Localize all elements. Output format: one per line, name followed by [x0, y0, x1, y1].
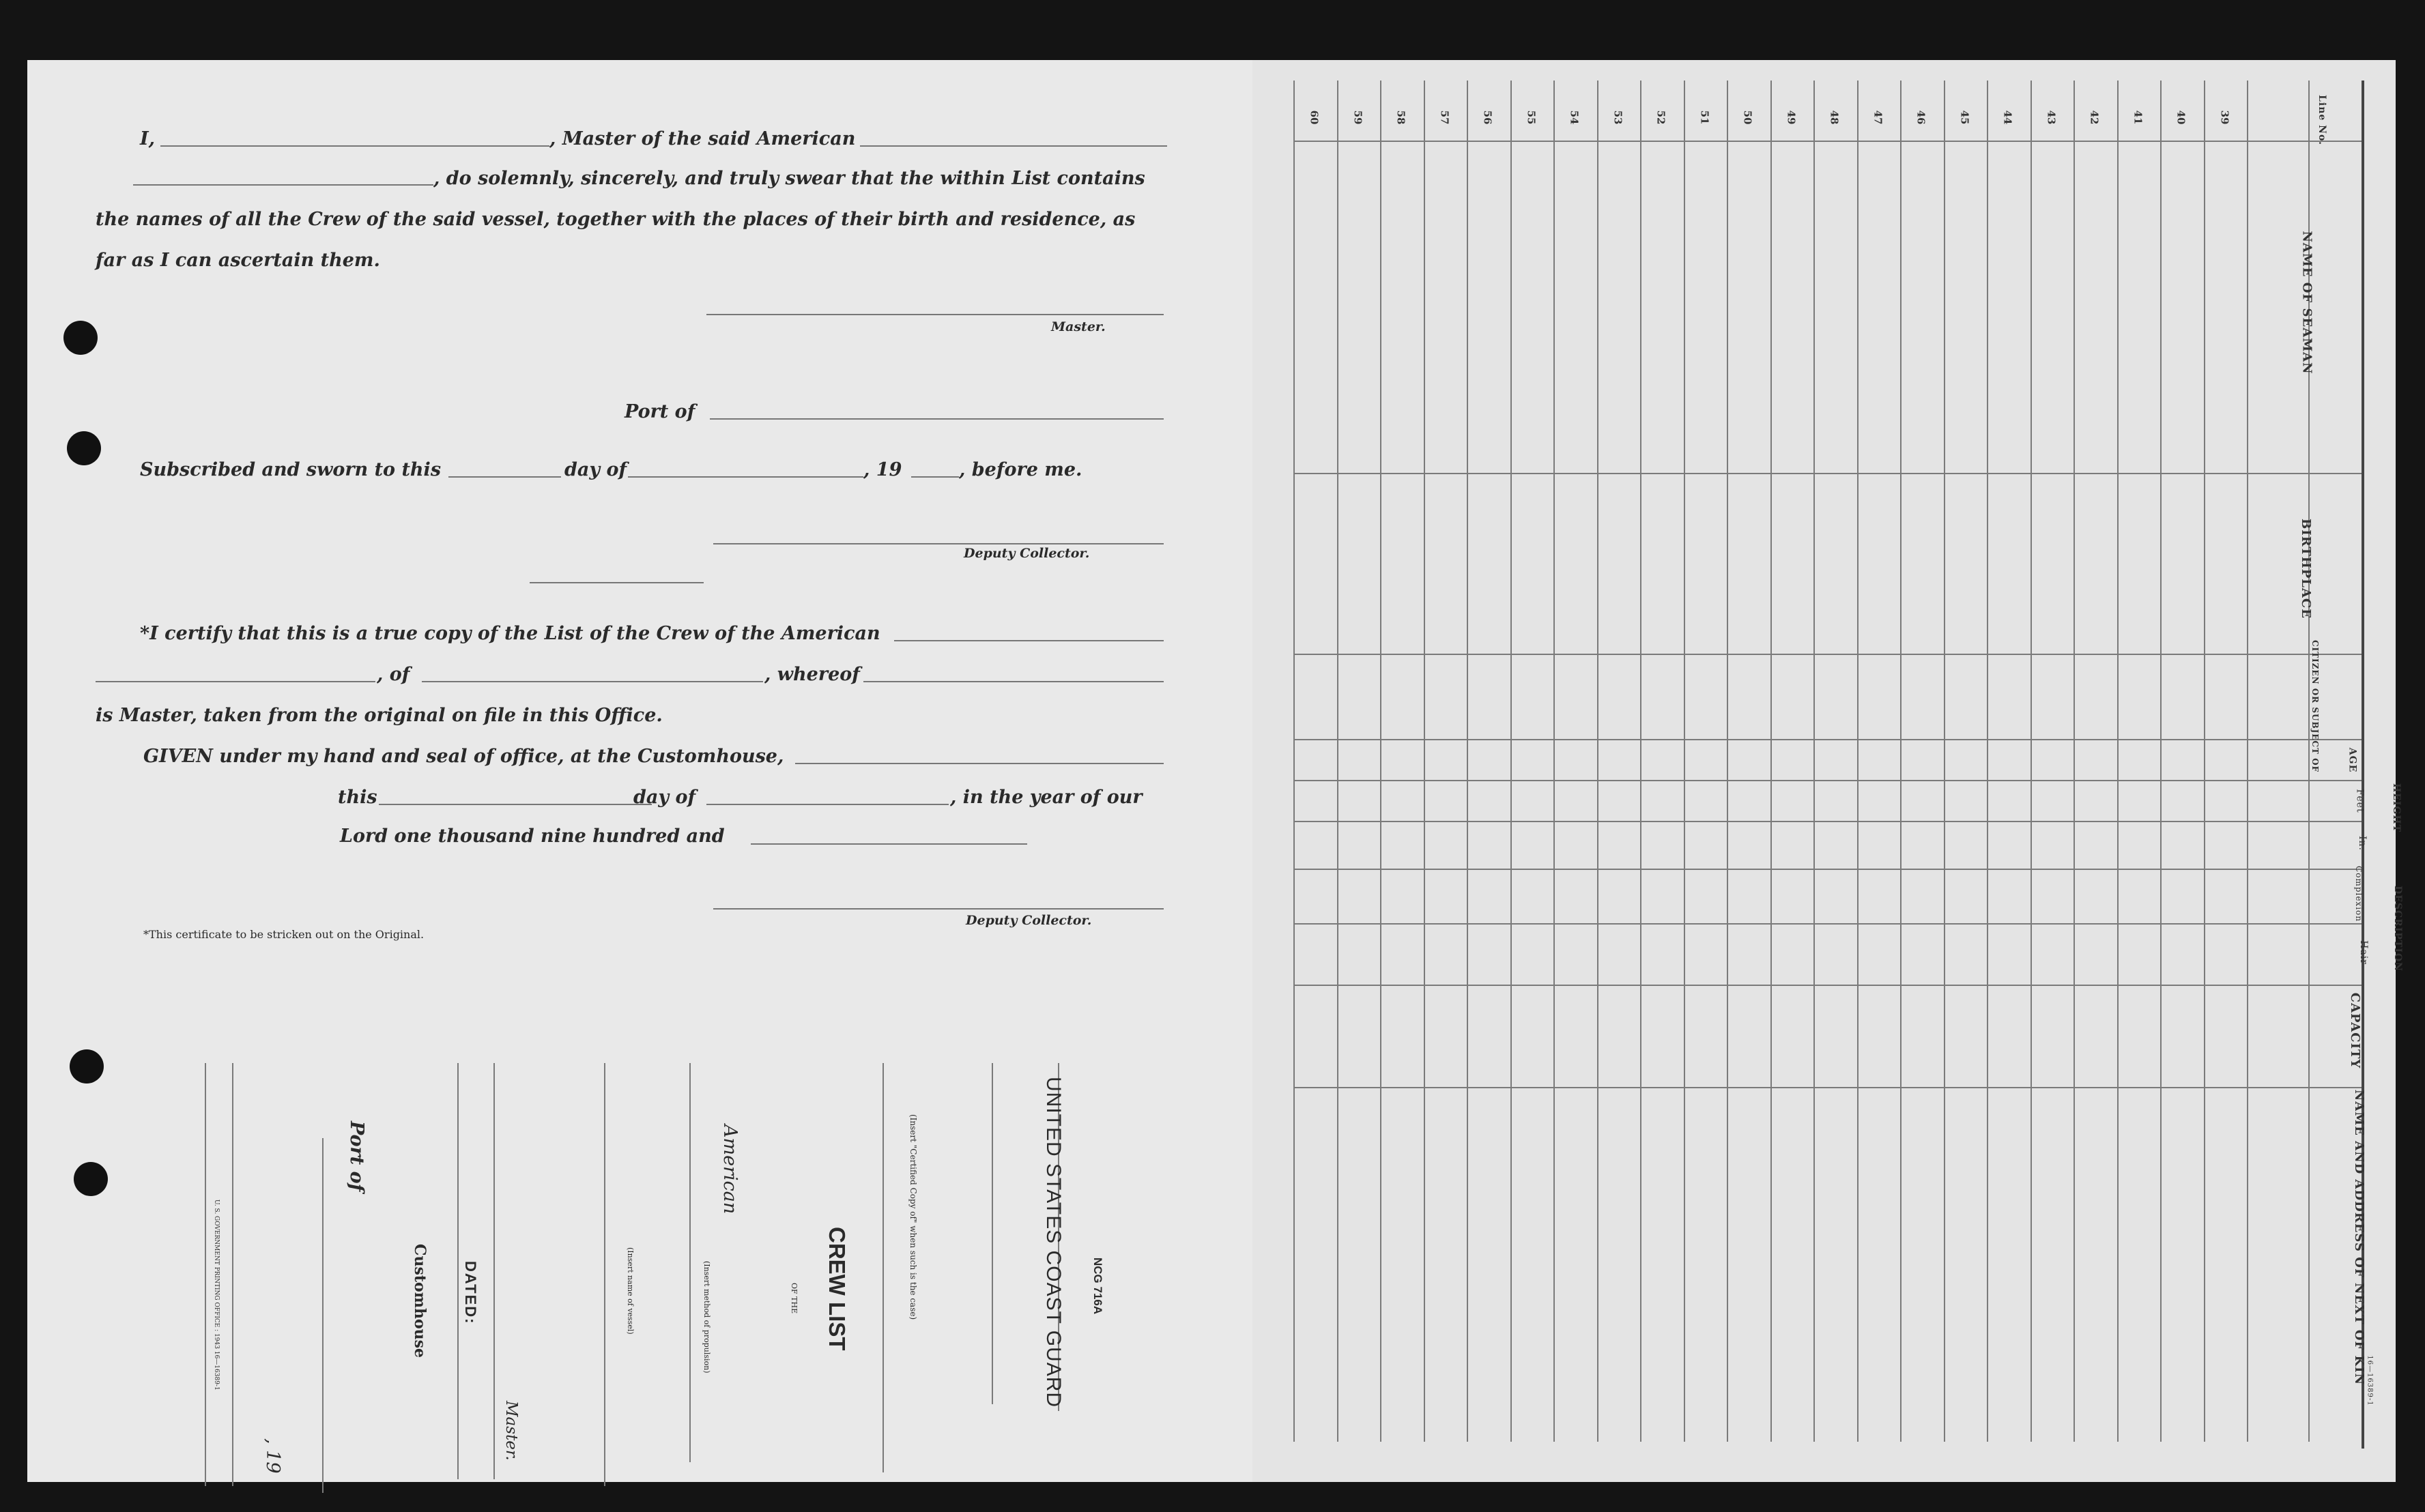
header-hair: Hair [2357, 940, 2369, 965]
oath-line3: the names of all the Crew of the said vessel, together with the places of their birth and residence, as [96, 209, 1136, 230]
punch-hole [67, 431, 101, 465]
cover-rule [992, 1063, 993, 1404]
grid-column-line [1424, 81, 1425, 1442]
grid-row-rule [1293, 473, 2362, 474]
line-number: 42 [2088, 110, 2101, 125]
cover-rule [604, 1063, 605, 1486]
cover-rule [457, 1063, 459, 1479]
master-label: Master. [1051, 319, 1106, 334]
oath-line4: far as I can ascertain them. [96, 250, 380, 271]
line-number: 43 [2044, 110, 2057, 125]
vessel-name-field[interactable] [860, 145, 1167, 147]
grid-column-line [1684, 81, 1685, 1442]
printer-line: U. S. GOVERNMENT PRINTING OFFICE : 1943 16—16389-1 [213, 1200, 220, 1391]
form-number: NCG 716A [1091, 1257, 1104, 1315]
dated-label: DATED: [462, 1261, 479, 1325]
cover-rule [493, 1063, 495, 1479]
header-line-no: Line No. [2316, 95, 2327, 145]
line-number: 46 [1914, 110, 1927, 125]
cover-master-label: Master. [502, 1401, 520, 1461]
grid-row-rule [1293, 821, 2362, 822]
cert-whereof-field[interactable] [863, 681, 1164, 682]
cover-year-label: , 19 [262, 1438, 283, 1474]
cert-line6: Lord one thousand nine hundred and [340, 826, 725, 847]
grid-column-line [1640, 81, 1641, 1442]
line-number: 49 [1784, 110, 1797, 125]
cover-rule [322, 1138, 324, 1493]
port-label: Port of [625, 401, 695, 422]
grid-column-line [1857, 81, 1859, 1442]
grid-column-line [1293, 81, 1295, 1442]
header-citizen: CITIZEN OR SUBJECT OF [2310, 639, 2321, 773]
grid-row-rule [1293, 739, 2362, 740]
grid-row-rule [1293, 923, 2362, 925]
grid-column-line [1510, 81, 1512, 1442]
cert-line2b: , whereof [764, 664, 860, 685]
customhouse-field[interactable] [795, 763, 1164, 764]
punch-hole [63, 321, 98, 355]
vessel-name-field-2[interactable] [133, 184, 433, 186]
line-number: 47 [1871, 110, 1884, 125]
deputy-label-2: Deputy Collector. [966, 913, 1092, 928]
line-number: 57 [1437, 110, 1450, 125]
cert-line5b: day of [633, 787, 696, 808]
grid-column-line [2074, 81, 2075, 1442]
cover-rule [205, 1063, 206, 1486]
header-description: DESCRIPTION [2392, 886, 2403, 972]
subscribed-text-4: , before me. [959, 459, 1082, 480]
header-birthplace: BIRTHPLACE [2298, 519, 2313, 619]
header-complexion: Complexion [2353, 866, 2364, 922]
insert-propulsion-note: (Insert method of propulsion) [702, 1261, 711, 1373]
port-of-label: Port of [346, 1121, 367, 1192]
agency-title: UNITED STATES COAST GUARD [1042, 1077, 1065, 1408]
cert-line5a: this [338, 787, 377, 808]
cert-vessel-name-field[interactable] [96, 681, 375, 682]
deputy-signature-line-2[interactable] [713, 908, 1164, 910]
grid-column-line [2117, 81, 2119, 1442]
grid-column-line [1987, 81, 1988, 1442]
line-number: 41 [2131, 110, 2144, 125]
grid-column-line [1597, 81, 1598, 1442]
line-number: 55 [1524, 110, 1537, 125]
grid-column-line [1900, 81, 1902, 1442]
line-number: 56 [1481, 110, 1494, 125]
deputy-label-1: Deputy Collector. [964, 546, 1090, 561]
grid-row-rule [1293, 869, 2362, 870]
line-number: 39 [2218, 110, 2230, 125]
day-field[interactable] [448, 476, 561, 478]
cert-line4: GIVEN under my hand and seal of office, at the Customhouse, [143, 746, 784, 767]
cert-year-field[interactable] [751, 843, 1027, 845]
grid-column-line [1813, 81, 1815, 1442]
header-age: AGE [2347, 747, 2358, 773]
cert-month-field[interactable] [706, 804, 949, 805]
month-field[interactable] [628, 476, 863, 478]
line-number: 59 [1351, 110, 1364, 125]
port-field[interactable] [710, 418, 1164, 420]
grid-row-rule [1293, 780, 2362, 781]
grid-column-line [1944, 81, 1945, 1442]
grid-row-rule [1293, 985, 2362, 986]
cover-rule [883, 1063, 884, 1472]
header-feet: Feet [2354, 789, 2366, 813]
punch-hole [70, 1049, 104, 1084]
line-number: 58 [1394, 110, 1407, 125]
grid-column-line [2204, 81, 2205, 1442]
grid-column-line [1553, 81, 1555, 1442]
customhouse-label: Customhouse [411, 1244, 429, 1358]
grid-column-line [1337, 81, 1338, 1442]
oath-line1-prefix: I, [140, 128, 156, 149]
deputy-signature-line-1[interactable] [713, 543, 1164, 544]
grid-column-line [2160, 81, 2162, 1442]
line-number: 51 [1697, 110, 1710, 125]
year-field[interactable] [911, 476, 959, 478]
line-number: 52 [1654, 110, 1667, 125]
line-number: 48 [1828, 110, 1841, 125]
insert-name-note: (Insert name of vessel) [626, 1247, 635, 1335]
cover-rule [232, 1063, 233, 1486]
cert-line3: is Master, taken from the original on file in this Office. [96, 705, 663, 726]
cert-of-field[interactable] [422, 681, 763, 682]
separator-rule [530, 582, 704, 583]
line-number: 53 [1611, 110, 1624, 125]
cert-day-field[interactable] [379, 804, 652, 805]
insert-certified-note: (Insert "Certified Copy of" when such is the case) [908, 1114, 918, 1320]
subscribed-text-3: , 19 [863, 459, 902, 480]
header-inches: In. [2357, 836, 2368, 851]
line-number: 44 [2001, 110, 2014, 125]
line-number: 40 [2175, 110, 2187, 125]
cover-rule [689, 1063, 691, 1462]
grid-header-rule [1293, 141, 2362, 142]
grid-column-line [1727, 81, 1728, 1442]
cert-footnote: *This certificate to be stricken out on the Original. [143, 928, 425, 941]
line-number: 60 [1308, 110, 1321, 125]
grid-row-rule [1293, 1087, 2362, 1088]
line-number: 54 [1568, 110, 1581, 125]
oath-line1-suffix: , Master of the said American [549, 128, 856, 149]
grid-column-line [2247, 81, 2248, 1442]
cert-vessel-field[interactable] [894, 640, 1164, 641]
master-signature-line[interactable] [706, 314, 1164, 315]
master-name-field[interactable] [160, 145, 549, 147]
header-capacity: CAPACITY [2348, 992, 2363, 1069]
grid-form-code: 16—16389-1 [2366, 1355, 2374, 1406]
crew-list-form [27, 60, 2403, 1482]
of-the-label: OF THE [790, 1283, 799, 1314]
punch-hole [74, 1162, 108, 1196]
grid-column-line [1770, 81, 1772, 1442]
american-label: American [719, 1124, 741, 1215]
header-name-of-seaman: NAME OF SEAMAN [2299, 231, 2314, 375]
subscribed-text-2: day of [564, 459, 627, 480]
line-number: 50 [1741, 110, 1754, 125]
crew-grid-sheet [1252, 60, 2403, 1482]
grid-column-line [1380, 81, 1381, 1442]
cert-line5c: , in the year of our [950, 787, 1143, 808]
oath-line2: , do solemnly, sincerely, and truly swear that the within List contains [433, 168, 1145, 189]
grid-column-line [2031, 81, 2032, 1442]
grid-column-line [1467, 81, 1468, 1442]
header-next-of-kin: NAME AND ADDRESS OF NEXT OF KIN [2352, 1089, 2367, 1386]
cert-line1: *I certify that this is a true copy of the List of the Crew of the American [140, 623, 880, 644]
header-height: HEIGHT [2391, 783, 2402, 833]
subscribed-text-1: Subscribed and sworn to this [140, 459, 442, 480]
line-number: 45 [1957, 110, 1970, 125]
grid-row-rule [1293, 654, 2362, 655]
crew-list-title: CREW LIST [824, 1227, 850, 1351]
cert-line2a: , of [377, 664, 410, 685]
